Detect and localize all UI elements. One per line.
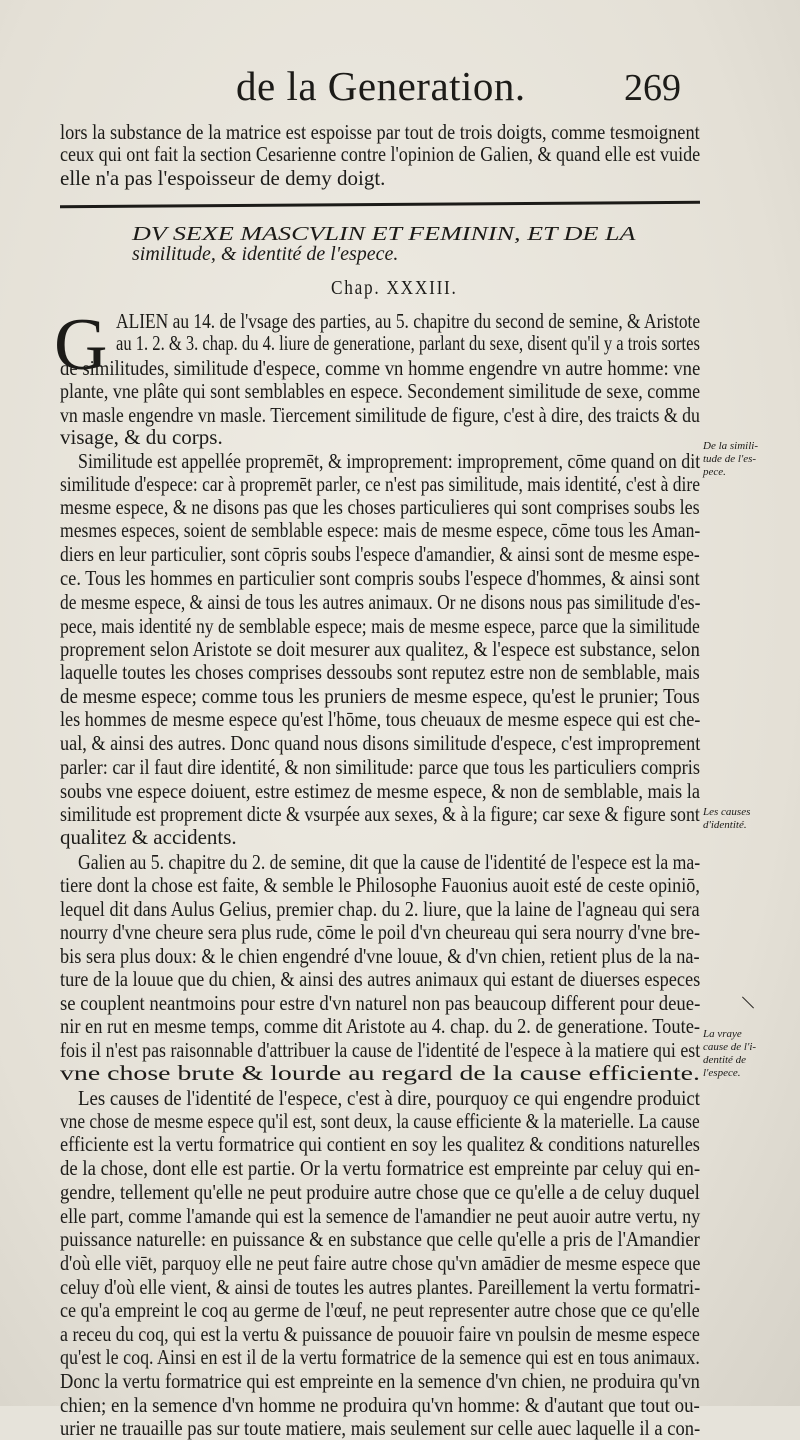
body-line: puissance naturelle: en puissance & en substance que celle qu'elle a pris de l'Amandier (60, 1227, 700, 1251)
body-line: celuy d'où elle vient, & ainsi de toutes les autres plantes. Pareillement la vertu formatri- (60, 1275, 701, 1299)
body-line: fois il n'est pas raisonnable d'attribuer la cause de l'identité de l'espece à la matiere qui est (60, 1038, 701, 1062)
body-line: mesmes especes, soient de semblable espece: mais de mesme espece, cōme tous les Aman- (60, 518, 701, 542)
body-line: lequel dit dans Aulus Gelius, premier chap. du 2. liure, que la laine de l'agneau qui sera (60, 897, 700, 921)
body-line: gendre, tellement qu'elle ne peut produire autre chose que ce qu'elle a de celuy duquel (60, 1180, 700, 1204)
body-line: plante, vne plâte qui sont semblables en espece. Secondement similitude de sexe, comme (60, 379, 701, 403)
body-line: visage, & du corps. (60, 425, 223, 449)
body-line: elle part, comme l'amande qui est la semence de l'amandier ne peut auoir autre vertu, ny (60, 1204, 701, 1228)
body-line: Donc la vertu formatrice qui est empreinte en la semence d'vn chien, ne produira qu'vn (60, 1369, 700, 1393)
body-line: nourry d'vne cheure sera plus rude, cōme le poil d'vn cheureau qui sera nourry d'vne bre- (60, 920, 701, 944)
body-line: au 1. 2. & 3. chap. du 4. liure de generatione, parlant du sexe, disent qu'il y a trois sortes (116, 331, 700, 355)
body-line: laquelle toutes les choses comprises dessoubs sont reputez estre non de semblable, mais (60, 660, 700, 684)
body-line: urier ne trauaille pas sur toute matiere, mais seulement sur celle auec laquelle il a con- (60, 1416, 701, 1440)
body-line: soubs vne espece doiuent, estre estimez de mesme espece, & non de semblable, mais la (60, 779, 700, 803)
body-line: qualitez & accidents. (60, 825, 237, 849)
body-line: Galien au 5. chapitre du 2. de semine, dit que la cause de l'identité de l'espece est la ma- (78, 850, 701, 874)
body-line: Les causes de l'identité de l'espece, c'est à dire, pourquoy ce qui engendre produict (78, 1086, 700, 1110)
body-line: nir en rut en mesme temps, comme dit Aristote au 4. chap. du 2. de generatione. Toute- (60, 1014, 701, 1038)
body-line: se couplent neantmoins pour estre d'vn naturel non pas beaucoup different pour deue- (60, 991, 701, 1015)
page-number: 269 (624, 67, 681, 109)
body-line: ual, & ainsi des autres. Donc quand nous disons similitude d'espece, c'est improprement (60, 731, 701, 755)
body-line: ALIEN au 14. de l'vsage des parties, au 5. chapitre du second de semine, & Aristote (116, 309, 701, 333)
body-line: les hommes de mesme espece qu'est l'hōme, tous cheuaux de mesme espece qui est che- (60, 707, 701, 731)
running-head (0, 62, 800, 122)
body-line: ture de la louue que du chien, & ainsi des autres animaux qui estant de diuerses especes (60, 967, 701, 991)
body-line: vn masle engendre vn masle. Tiercement similitude de figure, c'est à dire, des traicts & du (60, 403, 700, 427)
body-line: vne chose brute & lourde au regard de la cause efficiente. (60, 1061, 701, 1085)
body-line: qu'est le coq. Ainsi en est il de la vertu formatrice de la semence qui est en tous animaux. (60, 1345, 700, 1369)
body-line: diers en leur particulier, sont cōpris soubs l'espece d'amandier, & ainsi sont de mesme espe- (60, 542, 700, 566)
body-line: similitude est proprement dicte & vsurpée aux sexes, & à la figure; car sexe & figure sont (60, 802, 700, 826)
body-line: ce qu'a empreint le coq au germe de l'œuf, ne peut representer autre chose que ce qu'elle (60, 1298, 700, 1322)
stray-mark (742, 996, 754, 1008)
body-line: parler: car il faut dire identité, & non similitude: parce que tous les particuliers compris (60, 755, 701, 779)
body-line: chien; en la semence d'vn homme ne produira qu'vn homme: & d'autant que tout ou- (60, 1393, 700, 1417)
body-line: proprement selon Aristote se doit mesurer aux qualitez, & l'espece est substance, selon (60, 637, 700, 661)
body-line: Similitude est appellée propremēt, & improprement: improprement, cōme quand on dit (78, 449, 701, 473)
body-line: de similitudes, similitude d'espece, comme vn homme engendre vn autre homme: vne (60, 356, 701, 380)
body-line: vne chose de mesme espece qu'il est, sont deux, la cause efficiente & la materielle. La cause (60, 1109, 700, 1133)
body-line: d'où elle viēt, parquoy elle ne peut faire autre chose qu'vn amādier de mesme espece que (60, 1251, 701, 1275)
body-line: mesme espece, & ne disons pas que les choses particulieres qui sont comprises soubs les (60, 495, 700, 519)
body-line: de la chose, dont elle est partie. Or la vertu formatrice est empreinte par celuy qui en- (60, 1156, 701, 1180)
section-rule (60, 201, 700, 208)
body-line: pece, mais identité ny de semblable espece; mais de mesme espece, parce que la similitude (60, 614, 700, 638)
drop-cap: G (54, 304, 108, 386)
body-line: similitude d'espece: car à propremēt parler, ce n'est pas similitude, mais identité, c'est à dire (60, 472, 700, 496)
chapter-heading-line: DV SEXE MASCVLIN ET FEMININ, ET DE LA (132, 223, 636, 245)
body-line: elle n'a pas l'espoisseur de demy doigt. (60, 166, 386, 190)
body-line: efficiente est la vertu formatrice qui contient en soy les qualitez & conditions naturelles (60, 1132, 700, 1156)
body-line: ceux qui ont fait la section Cesarienne contre l'opinion de Galien, & quand elle est vuide (60, 142, 701, 166)
body-line: de mesme espece, & ainsi de tous les autres animaux. Or ne disons nous pas similitude d'es- (60, 590, 701, 614)
chapter-number: Chap. XXXIII. (331, 277, 458, 299)
body-line: tiere dont la chose est faite, & semble le Philosophe Fauonius auoit esté de ceste opiniō, (60, 873, 700, 897)
running-title: de la Generation. (236, 63, 526, 109)
body-line: lors la substance de la matrice est espoisse par tout de trois doigts, comme tesmoignent (60, 120, 700, 144)
body-line: bis sera plus doux: & le chien engendré d'vne louue, & d'vn chien, retient plus de la na- (60, 944, 700, 968)
margin-note: La vraye cause de l'i- dentité de l'espece. (703, 1028, 757, 1079)
body-line: de mesme espece; comme tous les pruniers de mesme espece, qu'est le prunier; Tous (60, 684, 700, 708)
margin-note: De la simili- tude de l'es- pece. (703, 440, 758, 478)
body-line: ce. Tous les hommes en particulier sont compris soubs l'espece d'hommes, & ainsi sont (60, 566, 700, 590)
chapter-heading-line: similitude, & identité de l'espece. (132, 243, 399, 265)
margin-note: Les causes d'identité. (703, 806, 751, 831)
body-line: a receu du coq, qui est la vertu & puissance de pouuoir faire vn poulsin de mesme espece (60, 1322, 700, 1346)
